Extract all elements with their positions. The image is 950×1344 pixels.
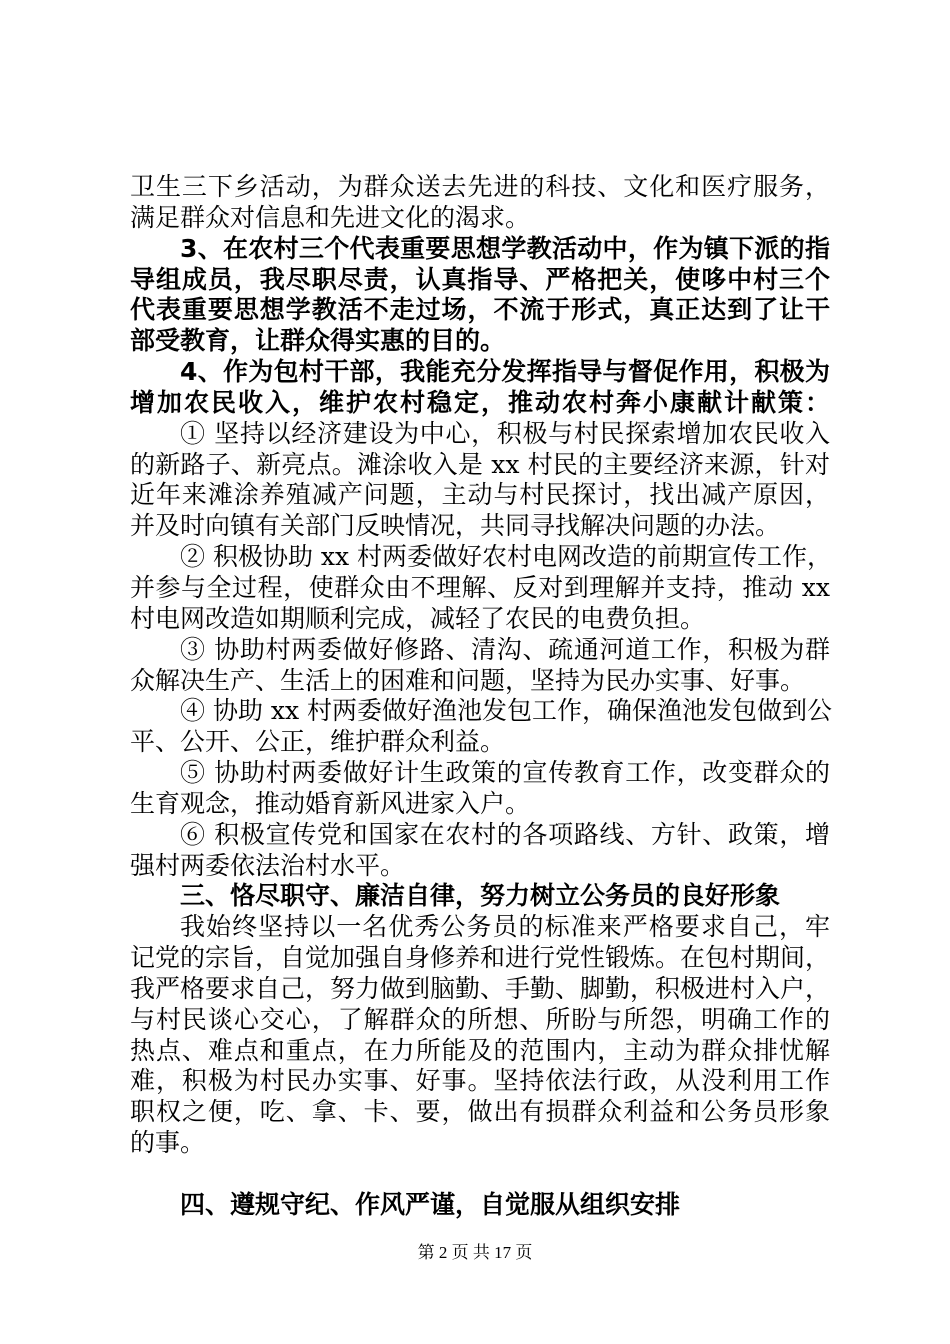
page-footer: 第 2 页 共 17 页 <box>417 1243 533 1262</box>
heading-text-line: 导组成员，我尽职尽责，认真指导、严格把关，使哆中村三个 <box>130 264 830 294</box>
document-body <box>130 172 833 1221</box>
body-text-line: 众解决生产、生活上的困难和问题，坚持为民办实事、好事。 <box>130 665 806 695</box>
heading-text-line: 三、恪尽职守、廉洁自律，努力树立公务员的良好形象 <box>180 881 781 911</box>
body-text-line: 的新路子、新亮点。滩涂收入是 xx 村民的主要经济来源，针对 <box>130 449 830 479</box>
body-text-line: 的事。 <box>130 1128 206 1158</box>
heading-text-line: 增加农民收入，维护农村稳定，推动农村奔小康献计献策： <box>130 387 830 417</box>
body-text-line: 满足群众对信息和先进文化的渴求。 <box>130 202 531 232</box>
body-text-line: 并参与全过程，使群众由不理解、反对到理解并支持，推动 xx <box>130 572 830 602</box>
body-text-line: 并及时向镇有关部门反映情况，共同寻找解决问题的办法。 <box>130 511 781 541</box>
body-text-line: 卫生三下乡活动，为群众送去先进的科技、文化和医疗服务， <box>130 172 830 201</box>
body-text-line: ③ 协助村两委做好修路、清沟、疏通河道工作，积极为群 <box>180 634 830 664</box>
body-text-line: 难，积极为村民办实事、好事。坚持依法行政，从没利用工作 <box>130 1066 830 1096</box>
heading-text-line: 四、遵规守纪、作风严谨，自觉服从组织安排 <box>180 1189 681 1219</box>
body-text-line: 与村民谈心交心，了解群众的所想、所盼与所怨，明确工作的 <box>130 1004 830 1034</box>
body-text-line: ⑥ 积极宣传党和国家在农村的各项路线、方针、政策，增 <box>180 819 830 849</box>
body-text-line: ⑤ 协助村两委做好计生政策的宣传教育工作，改变群众的 <box>180 758 830 788</box>
body-text-line: 强村两委依法治村水平。 <box>130 850 406 880</box>
body-text-line: 近年来滩涂养殖减产问题，主动与村民探讨，找出减产原因， <box>130 480 830 510</box>
body-text-line: 村电网改造如期顺利完成，减轻了农民的电费负担。 <box>130 603 706 633</box>
heading-text-line: 代表重要思想学教活不走过场，不流于形式，真正达到了让干 <box>130 295 830 325</box>
heading-text-line: 部受教育，让群众得实惠的目的。 <box>130 326 506 356</box>
body-text-line: 职权之便，吃、拿、卡、要，做出有损群众利益和公务员形象 <box>130 1097 830 1127</box>
body-text-line: ④ 协助 xx 村两委做好渔池发包工作，确保渔池发包做到公 <box>180 696 833 726</box>
body-text-line: 我始终坚持以一名优秀公务员的标准来严格要求自己，牢 <box>180 912 830 942</box>
body-text-line: 记党的宗旨，自觉加强自身修养和进行党性锻炼。在包村期间， <box>130 943 831 973</box>
blank-line <box>130 1159 830 1190</box>
heading-text-line: 3、在农村三个代表重要思想学教活动中，作为镇下派的指 <box>180 233 830 263</box>
body-text-line: ① 坚持以经济建设为中心，积极与村民探索增加农民收入 <box>180 418 830 448</box>
body-text-line: ② 积极协助 xx 村两委做好农村电网改造的前期宣传工作， <box>180 542 833 572</box>
body-text-line: 生育观念，推动婚育新风进家入户。 <box>130 788 531 818</box>
body-text-line: 平、公开、公正，维护群众利益。 <box>130 727 506 757</box>
heading-text-line: 4、作为包村干部，我能充分发挥指导与督促作用，积极为 <box>180 357 830 387</box>
body-text-line: 我严格要求自己，努力做到脑勤、手勤、脚勤，积极进村入户， <box>130 973 831 1003</box>
body-text-line: 热点、难点和重点，在力所能及的范围内，主动为群众排忧解 <box>130 1035 830 1065</box>
